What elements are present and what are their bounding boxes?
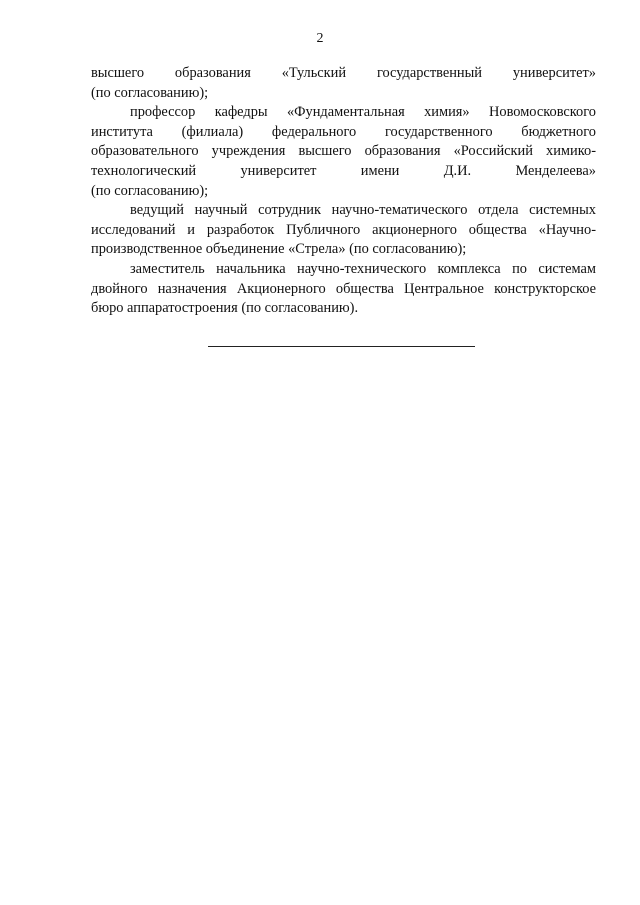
page-number: 2 [316,31,324,46]
document-body [91,64,596,319]
paragraph-2-line-1: профессор кафедры «Фундаментальная химия» Новомосковского [130,104,596,121]
paragraph-3-line-1: ведущий научный сотрудник научно-тематического отдела системных [130,202,596,219]
paragraph-2-line-2: института (филиала) федерального государственного бюджетного [91,123,596,140]
paragraph-1-line-2: (по согласованию); [91,84,209,101]
paragraph-4-line-2: двойного назначения Акционерного общества Центральное конструкторское [91,280,596,297]
paragraph-4-line-1: заместитель начальника научно-технического комплекса по системам [130,260,596,277]
paragraph-2-line-3: образовательного учреждения высшего образования «Российский химико- [91,143,596,160]
paragraph-4-line-3: бюро аппаратостроения (по согласованию). [91,300,359,317]
paragraph-1-line-1: высшего образования «Тульский государственный университет» [91,65,596,81]
paragraph-3-line-2: исследований и разработок Публичного акционерного общества «Научно- [91,221,596,238]
paragraph-3-line-3: производственное объединение «Стрела» (по согласованию); [91,241,467,258]
paragraph-2-line-4: технологический университет имени Д.И. Менделеева» [91,162,596,179]
paragraph-2-line-5: (по согласованию); [91,182,209,199]
end-separator-line [208,346,475,347]
